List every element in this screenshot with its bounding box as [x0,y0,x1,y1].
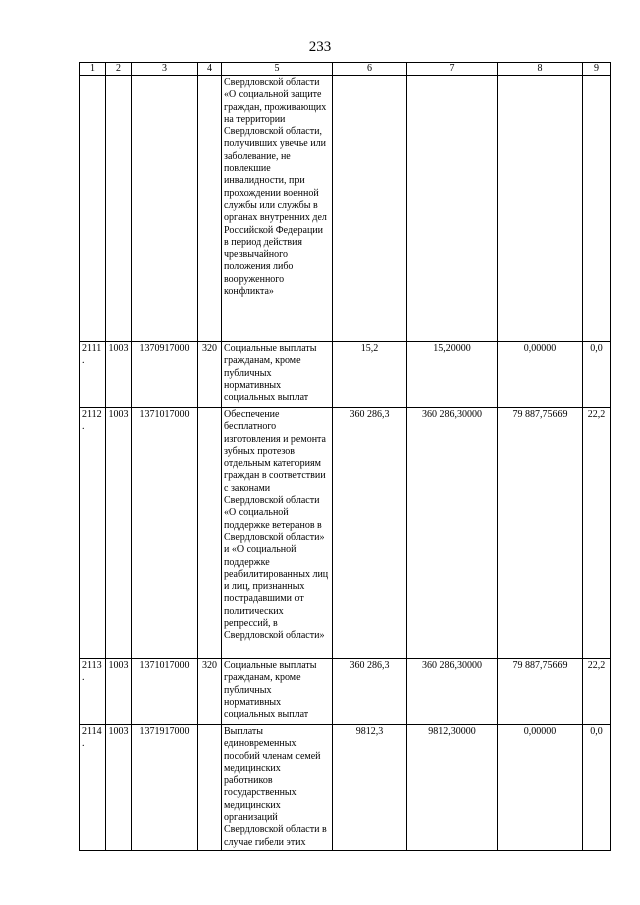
row-number: 2111. [80,342,106,408]
execution-percent: 0,0 [583,342,611,408]
table-row [80,659,611,725]
table-row [80,76,611,342]
column-header: 7 [407,63,498,76]
target-code: 1371017000 [132,659,198,725]
column-header: 8 [498,63,583,76]
item-name: Выплаты единовременных пособий членам семей медицинских работников государственных медицинских организаций Свердловской области в случае гибели этих [222,725,333,851]
expense-type-code [198,725,222,851]
execution-percent: 22,2 [583,659,611,725]
expense-type-code [198,408,222,659]
executed-amount: 79 887,75669 [498,408,583,659]
item-name: Социальные выплаты гражданам, кроме публичных нормативных социальных выплат [222,659,333,725]
approved-amount: 9812,3 [333,725,407,851]
expense-type-code: 320 [198,342,222,408]
target-code: 1371917000 [132,725,198,851]
table-row [80,725,611,851]
column-header: 2 [106,63,132,76]
approved-amount: 360 286,3 [333,659,407,725]
executed-amount: 0,00000 [498,725,583,851]
executed-amount [498,76,583,342]
page-number: 233 [308,39,332,55]
execution-percent [583,76,611,342]
approved-amount [333,76,407,342]
column-header: 3 [132,63,198,76]
execution-percent: 0,0 [583,725,611,851]
column-header: 9 [583,63,611,76]
section-code: 1003 [106,408,132,659]
refined-amount: 9812,30000 [407,725,498,851]
item-name: Социальные выплаты гражданам, кроме публичных нормативных социальных выплат [222,342,333,408]
column-header: 6 [333,63,407,76]
execution-percent: 22,2 [583,408,611,659]
row-number: 2113. [80,659,106,725]
column-header: 4 [198,63,222,76]
section-code: 1003 [106,725,132,851]
refined-amount: 15,20000 [407,342,498,408]
section-code: 1003 [106,659,132,725]
expense-type-code: 320 [198,659,222,725]
budget-table [79,62,611,851]
executed-amount: 0,00000 [498,342,583,408]
column-header: 1 [80,63,106,76]
section-code: 1003 [106,342,132,408]
target-code [132,76,198,342]
section-code [106,76,132,342]
refined-amount [407,76,498,342]
expense-type-code [198,76,222,342]
approved-amount: 15,2 [333,342,407,408]
row-number: 2114. [80,725,106,851]
table-row [80,342,611,408]
refined-amount: 360 286,30000 [407,408,498,659]
item-name: Обеспечение бесплатного изготовления и ремонта зубных протезов отдельным категориям граждан в соответствии с законами Свердловской области «О социальной поддержке ветеранов в Свердловской области» и «О социальной поддержке реабилитированных лиц и лиц, признанных пострадавшими от политических репрессий, в Свердловской области» [222,408,333,659]
column-header: 5 [222,63,333,76]
executed-amount: 79 887,75669 [498,659,583,725]
row-number: 2112. [80,408,106,659]
target-code: 1371017000 [132,408,198,659]
table-header-row [80,63,611,76]
row-number [80,76,106,342]
table-row [80,408,611,659]
item-name: Свердловской области «О социальной защите граждан, проживающих на территории Свердловской области, получивших увечье или заболевание, не повлекшие инвалидности, при прохождении военной службы или службы в органах внутренних дел Российской Федерации в период действия чрезвычайного положения либо вооруженного конфликта» [222,76,333,342]
refined-amount: 360 286,30000 [407,659,498,725]
approved-amount: 360 286,3 [333,408,407,659]
target-code: 1370917000 [132,342,198,408]
